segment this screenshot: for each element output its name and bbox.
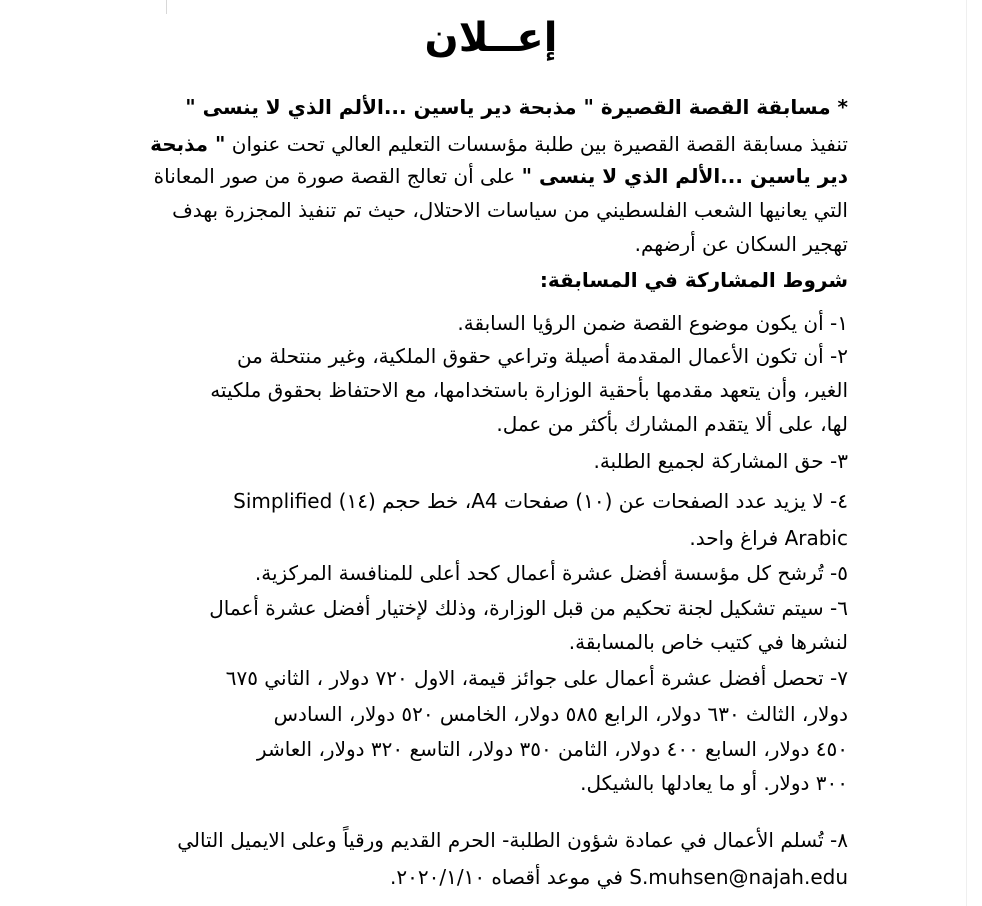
conditions-title: شروط المشاركة في المسابقة: [539,268,848,292]
condition-1: ١- أن يكون موضوع القصة ضمن الرؤيا السابقة. [457,311,848,335]
condition-2-line-2: الغير، وأن يتعهد مقدمها بأحقية الوزارة باستخدامها، مع الاحتفاظ بحقوق ملكيته [210,378,848,402]
competition-heading: * مسابقة القصة القصيرة " مذبحة دير ياسين ...الألم الذي لا ينسى " [185,95,848,119]
condition-6-line-2: لنشرها في كتيب خاص بالمسابقة. [568,630,848,654]
scan-edge-line [966,0,967,906]
intro-title-part: دير ياسين ...الألم الذي لا ينسى " [521,164,848,188]
font-name-part: Arabic [784,526,848,550]
condition-7-line-1: ٧- تحصل أفضل عشرة أعمال على جوائز قيمة، الاول ٧٢٠ دولار ، الثاني ٦٧٥ [225,666,848,690]
font-name-part: Simplified [233,489,333,513]
intro-title-part: " مذبحة [150,132,226,156]
condition-4-line-2 [689,523,848,553]
condition-7-line-4: ٣٠٠ دولار. أو ما يعادلها بالشيكل. [580,771,848,795]
condition-2-line-1: ٢- أن تكون الأعمال المقدمة أصيلة وتراعي حقوق الملكية، وغير منتحلة من [236,344,848,368]
intro-line-3: التي يعانيها الشعب الفلسطيني من سياسات الاحتلال، حيث تم تنفيذ المجزرة بهدف [172,198,848,222]
condition-2-line-3: لها، على ألا يتقدم المشارك بأكثر من عمل. [496,412,848,436]
condition-5: ٥- تُرشح كل مؤسسة أفضل عشرة أعمال كحد أعلى للمنافسة المركزية. [254,561,848,585]
condition-3: ٣- حق المشاركة لجميع الطلبة. [593,449,848,473]
intro-line-4: تهجير السكان عن أرضهم. [634,232,848,256]
condition-4-line-1 [233,486,848,516]
intro-line-1 [150,129,848,159]
condition-6-line-1: ٦- سيتم تشكيل لجنة تحكيم من قبل الوزارة، وذلك لإختيار أفضل عشرة أعمال [209,596,848,620]
contact-email[interactable]: S.muhsen@najah.edu [629,865,848,889]
condition-8-line-1: ٨- تُسلم الأعمال في عمادة شؤون الطلبة- الحرم القديم ورقياً وعلى الايميل التالي [177,828,848,852]
deadline-text: في موعد أقصاه ٢٠٢٠/١/١٠. [390,865,630,889]
intro-line-2 [154,161,848,191]
condition-7-line-3: ٤٥٠ دولار، السابع ٤٠٠ دولار، الثامن ٣٥٠ دولار، التاسع ٣٢٠ دولار، العاشر [256,737,848,761]
page-title: إعــلان [424,15,558,61]
condition-8-line-2 [390,862,848,892]
condition-4-text: فراغ واحد. [689,526,785,550]
condition-4-text: ٤- لا يزيد عدد الصفحات عن (١٠) صفحات A4، خط حجم (١٤) [332,489,848,513]
intro-text: على أن تعالج القصة صورة من صور المعاناة [153,164,522,188]
intro-text: تنفيذ مسابقة القصة القصيرة بين طلبة مؤسسات التعليم العالي تحت عنوان [225,132,848,156]
condition-7-line-2: دولار، الثالث ٦٣٠ دولار، الرابع ٥٨٥ دولار، الخامس ٥٢٠ دولار، السادس [273,702,848,726]
